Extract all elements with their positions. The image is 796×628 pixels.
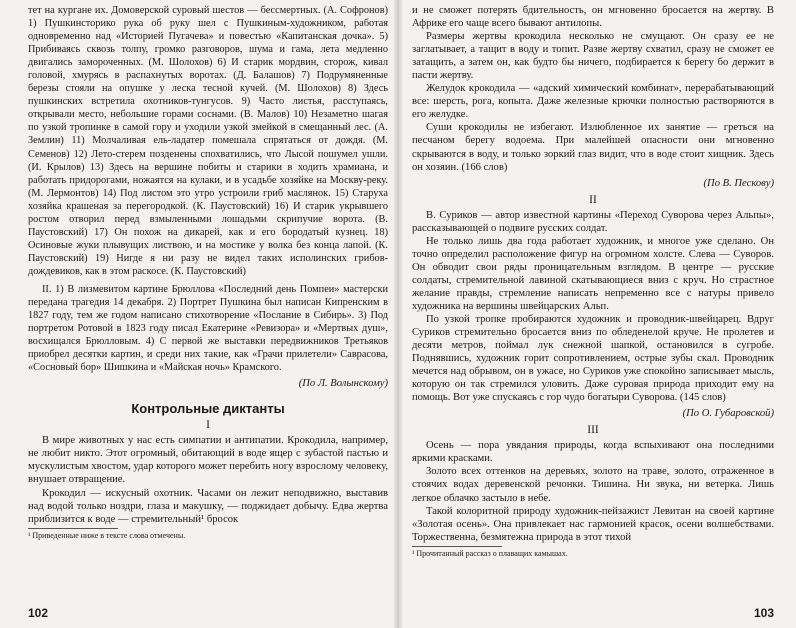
author-attribution: (По О. Губаровской): [682, 408, 774, 420]
right-page: [398, 0, 796, 628]
dictation-paragraph: Золото всех оттенков на деревьях, золото на траве, золото, отраженное в стоячих водах деревенской речонки. Тишина. Ни звука, ни ветерка. Лишь легкое облачко застыло в небе.: [412, 466, 774, 504]
dictation-paragraph: и не сможет потерять бдительность, он мгновенно бросается на жертву. В Африке его чаще всего бывают антилопы.: [412, 5, 774, 30]
dictation-paragraph: Крокодил — искусный охотник. Часами он лежит неподвижно, выставив над водой только ноздри, глаза и макушку, — поджидает добычу. Едва жертва приблизится к воде — стремительный¹ бросок: [28, 487, 388, 525]
dictation-paragraph: Не только лишь два года работает художник, и многое уже сделано. Он точно определил расположение фигур на огромном холсте. Слева — Суворов. Он обводит свои ряды проницательным взглядом. В центре — русские солдаты, стремительной лавиной скатывающиеся вниз с круч. Но страстное желание правды, стремление написать непременно все с натуры привело художника на вершины швейцарских Альп.: [412, 235, 774, 312]
dictation-number: III: [587, 424, 599, 437]
footnote: ¹ Прочитанный рассказ о плаващих камышах.: [412, 546, 502, 559]
dictation-paragraph: По узкой тропке пробираются художник и проводник-швейцарец. Вдруг Суриков стремительно бросается вниз по обледенелой круче. Не пролетев и десяти метров, поймал лук снежной шапкой, остановился в сугробе. Поднявшись, художник горит сопротивлением, острые зубы скал. Проводник мечется над обрывом, он в ужасе, но Суриков уже спокойно записывает мысль, которую он так стремился уловить. Даже суровая природа приходит ему на помощь. Вот уже спускаясь с гор чудо богатыри Суворова. (145 слов): [412, 313, 774, 404]
page-number: 103: [753, 606, 774, 620]
footnote: ¹ Приведенные ниже в тексте слова отмечены.: [28, 528, 118, 541]
author-attribution: (По Л. Волынскому): [298, 378, 388, 390]
page-number: 102: [28, 606, 49, 620]
dictation-number: II: [589, 193, 597, 206]
dictation-paragraph: Желудок крокодила — «адский химический комбинат», перерабатывающий все: шерсть, рога, копыта. Даже железные крючки полностью растворяются в его желудке.: [412, 83, 774, 121]
exercise-text: тет на кургане их. Домоверской суровый шестов — бессмертных. (А. Софронов) 1) Пушкинсторико рука об руку шел с Пушкиным-художником, работая одновременно над «Историей Пугачева» и повестью «Капитанская дочка». 5) Прибиваясь сквозь толпу, громко разговоров, шума и гама, лета медленно двигались замороченных. (М. Шолохов) 6) И старик мордвин, сторож, кивал головой, хмурясь в распахнутых воротах. (Д. Балашов) 7) Подрумяненные березы стояли на опушке у леска тесной кучей. (М. Шолохов) 8) Здесь пушкинских встретила охотников-тунгусов. 9) Часто листья, расступаясь, открывали место, небольшие горами соснами. (В. Малов) 10) Незаметно шагая по узкой тропинке в самой гору и уходили узкой змейкой в смещанный лес. (А. Землин) 11) Молчаливая ель-ладатер помешала спрятаться от дождя. (М. Семенов) 12) Лето-стерем позденены спохватились, что Лысой пошумел ушли. (И. Крылов) 13) Здесь на вершине побиты и старики в ходить храмиана, и работать придорогами, ножаятся на кулаки, и в усадьбе хозяйке на Москву-реку. (М. Лермонтов) 14) Под листом это утро устроили гриб маслянок. 15) Старуха хозяйка крашеная за перегородкой. (К. Паустовский) 16) И старик укрывшего ростом отворил перед взмыленными лошадьми скрипучие ворота. (В. Паустовский) 17) Он похож на дикарей, как и его бородатый кузнец. 18) Осиновые жуки плывущих листвою, и на мостике у волка без конца лапой. (К. Паустовский) 19) Нигде я ни разу не видел таких исполинских грибов-дождевиков, как в этом раскосе. (К. Паустовский): [28, 5, 388, 277]
dictation-paragraph: Размеры жертвы крокодила несколько не смущают. Он сразу ее не заглатывает, а тащит в воду и топит. Разве жертву схватил, сразу не сможет ее затащить, а затем он, как будто бы ничего, подбирается к берегу бо держит в пасти жертву.: [412, 31, 774, 82]
dictation-paragraph: В мире животных у нас есть симпатии и антипатии. Крокодила, например, не любит никто. Этот огромный, обитающий в воде ящер с зубастой пастью и мускулистым хвостом, удар которого может перебить ногу взрослому человеку, внушает отвращение.: [28, 435, 388, 486]
dictation-paragraph: Суши крокодилы не избегают. Излюбленное их занятие — греться на песчаном берегу водоема. При малейшей опасности они мгновенно скрываются в воду, и только зоркий глаз видит, что в воде стоит хищник. Здесь он хозяин. (166 слов): [412, 122, 774, 173]
author-attribution: (По В. Пескову): [703, 177, 774, 189]
dictation-paragraph: Такой колоритной природу художник-пейзажист Левитан на своей картине «Золотая осень». Она привлекает нас гармонией красок, осени волшебствами. Торжественна, безмятежна природа в этот тихой: [412, 505, 774, 543]
dictation-paragraph: Осень — пора увядания природы, когда вспыхивают она последними яркими красками.: [412, 440, 774, 465]
dictation-paragraph: В. Суриков — автор известной картины «Переход Суворова через Альпы», рассказывающей о подвиге русских солдат.: [412, 209, 774, 234]
exercise-text: II. 1) В лизмевитом картине Брюллова «Последний день Помпеи» мастерски передана трагедия 14 декабря. 2) Портрет Пушкина был написан Кипренским в 1827 году, тем же годом написано стихотворение «Послание в Сибирь». 3) Под портретом Ротовой в 1823 году писал Екатерине «Ревизора» и «Мертвых душ», восхищался Брюлловым. 4) С первой же выставки передвижников Третьяков приобрел десятки картин, и среди них такие, как «Грачи прилетели» Саврасова, «Сосновый бор» Шишкина и «Майская ночь» Крамского.: [28, 283, 388, 374]
dictation-number: I: [206, 419, 210, 432]
section-heading: Контрольные диктанты: [131, 401, 285, 417]
